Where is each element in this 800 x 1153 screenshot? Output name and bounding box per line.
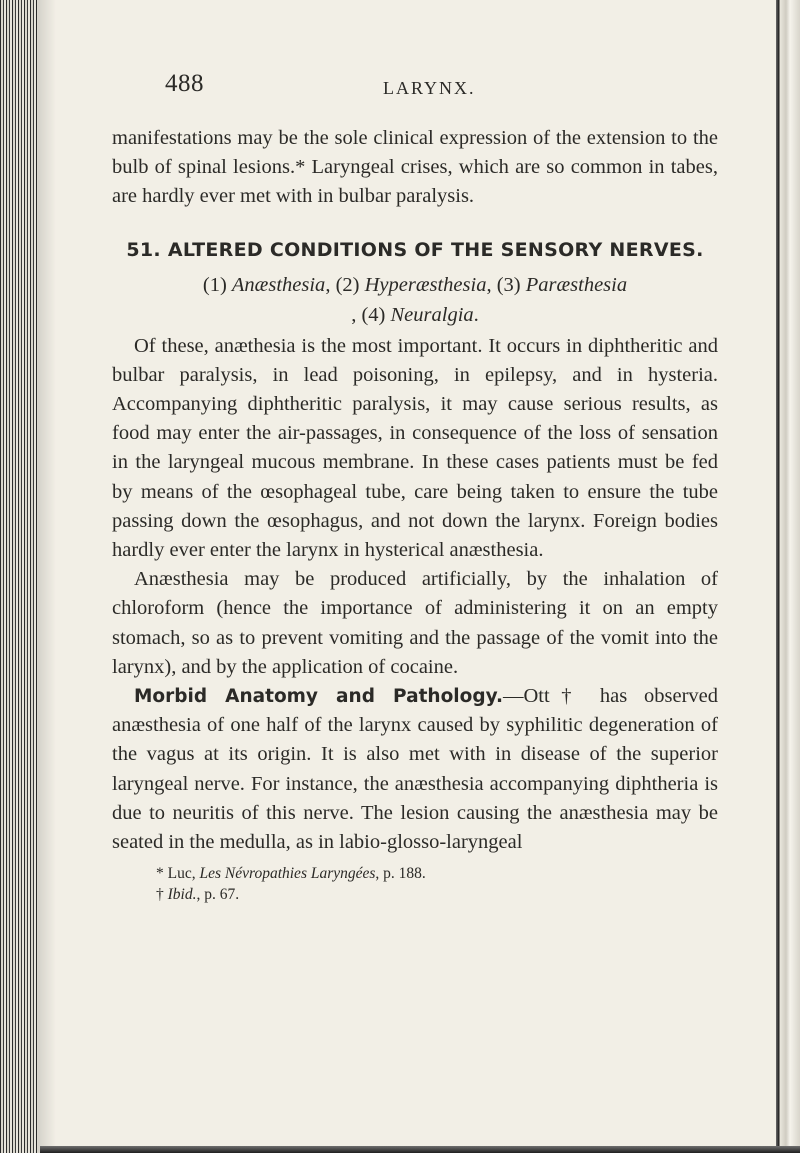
footnotes: [112, 863, 718, 905]
forms-end: .: [473, 303, 479, 326]
paragraph-morbid-anatomy: [112, 682, 718, 857]
gutter-shadow: [38, 0, 56, 1153]
paragraph-anaesthesia-causes: Of these, anæthesia is the most important. It occurs in diphtheritic and bulbar paralysis, in lead poisoning, in epilepsy, and in hysteria. Accompanying diphtheritic paralysis, it may cause serious results, as food may enter the air-passages, in consequence of the loss of sensation in the laryngeal mucous membrane. In these cases patients must be fed by means of the œsophageal tube, care being taken to ensure the tube passing down the œsophagus, and not down the larynx. Foreign bodies hardly ever enter the larynx in hysterical anæsthesia.: [112, 334, 718, 562]
forms-term-paraesthesia: Paræsthesia: [525, 273, 628, 296]
run-in-heading: Morbid Anatomy and Pathology.: [134, 686, 503, 708]
forms-list: [112, 270, 718, 330]
page-number: 488: [165, 70, 204, 97]
footnote: [156, 884, 718, 905]
footnote-title: Ibid.: [167, 886, 197, 904]
running-head: LARYNX.: [383, 78, 476, 98]
page-edge-right: [776, 0, 800, 1153]
footnote: [156, 863, 718, 884]
forms-term-neuralgia: Neuralgia: [390, 303, 474, 326]
forms-number-2: , (2): [325, 273, 365, 296]
forms-number-3: , (3): [486, 273, 526, 296]
forms-number-4: , (4): [351, 303, 391, 326]
footnote-page: , p. 188.: [375, 865, 426, 883]
page-body: [112, 124, 718, 905]
footnote-mark: * Luc,: [156, 865, 200, 883]
page-edge-bottom: [40, 1146, 800, 1153]
continuation-paragraph: manifestations may be the sole clinical expression of the extension to the bulb of spinal lesions.* Laryngeal crises, which are so common in tabes, are hardly ever met with in bulbar paralysis.: [112, 127, 718, 208]
book-spine: [0, 0, 38, 1153]
footnote-mark: †: [156, 886, 168, 904]
paragraph-artificial-anaesthesia: Anæsthesia may be produced artificially, by the inhalation of chloroform (hence the importance of administering it on an empty stomach, so as to prevent vomiting and the passage of the vomit into the larynx), and by the application of cocaine.: [112, 568, 718, 678]
footnote-title: Les Névropathies Laryngées: [199, 865, 376, 883]
paragraph-morbid-anatomy-text: —Ott† has observed anæsthesia of one half of the larynx caused by syphilitic degeneration of the vagus at its origin. It is also met with in disease of the superior laryngeal nerve. For instance, the anæsthesia accompanying diphtheria is due to neuritis of this nerve. The lesion causing the anæsthesia may be seated in the medulla, as in labio-glosso-laryngeal: [112, 685, 718, 854]
forms-term-hyperaesthesia: Hyperæsthesia: [364, 273, 487, 296]
footnote-page: , p. 67.: [196, 886, 240, 904]
page-header: [165, 62, 725, 102]
forms-term-anaesthesia: Anæsthesia: [231, 273, 326, 296]
forms-number-1: (1): [202, 273, 232, 296]
section-heading: 51. ALTERED CONDITIONS OF THE SENSORY NERVES.: [126, 238, 704, 261]
